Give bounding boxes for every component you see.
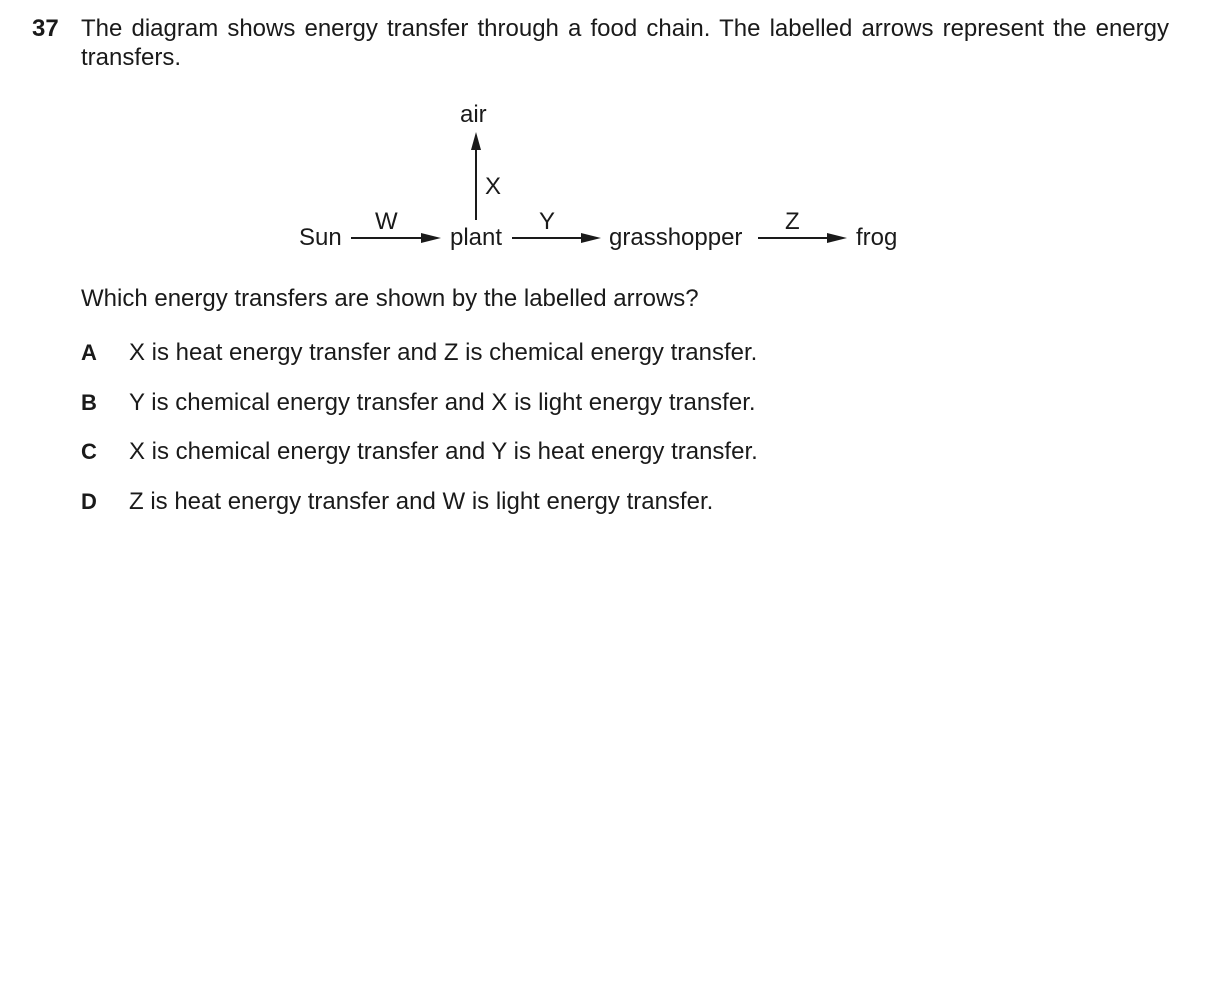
option-a-text: X is heat energy transfer and Z is chemical energy transfer. <box>129 339 758 366</box>
node-air: air <box>460 101 487 128</box>
option-b-text: Y is chemical energy transfer and X is light energy transfer. <box>129 389 756 416</box>
node-plant: plant <box>450 224 503 251</box>
food-chain-diagram <box>0 0 1209 280</box>
option-b-letter: B <box>81 390 97 415</box>
question-stem: The diagram shows energy transfer through a food chain. The labelled arrows represent the energy transfers. <box>81 15 1169 71</box>
option-c-text: X is chemical energy transfer and Y is heat energy transfer. <box>129 438 758 465</box>
option-d-text: Z is heat energy transfer and W is light energy transfer. <box>129 488 714 515</box>
option-b[interactable] <box>0 388 820 417</box>
arrow-x <box>471 132 481 220</box>
option-a-letter: A <box>81 340 97 365</box>
question-prompt: Which energy transfers are shown by the labelled arrows? <box>81 285 699 312</box>
node-frog: frog <box>856 224 898 251</box>
option-a[interactable] <box>0 338 820 367</box>
arrow-label-x: X <box>485 173 502 200</box>
option-d-letter: D <box>81 489 97 514</box>
arrow-y <box>512 233 601 243</box>
arrow-label-w: W <box>375 208 398 235</box>
arrow-label-z: Z <box>785 208 800 235</box>
option-c-letter: C <box>81 439 97 464</box>
option-c[interactable] <box>0 437 820 466</box>
arrow-z <box>758 233 847 243</box>
option-d[interactable] <box>0 487 820 516</box>
node-grasshopper: grasshopper <box>609 224 743 251</box>
arrow-label-y: Y <box>539 208 556 235</box>
node-sun: Sun <box>299 224 342 251</box>
question-number: 37 <box>32 15 59 42</box>
